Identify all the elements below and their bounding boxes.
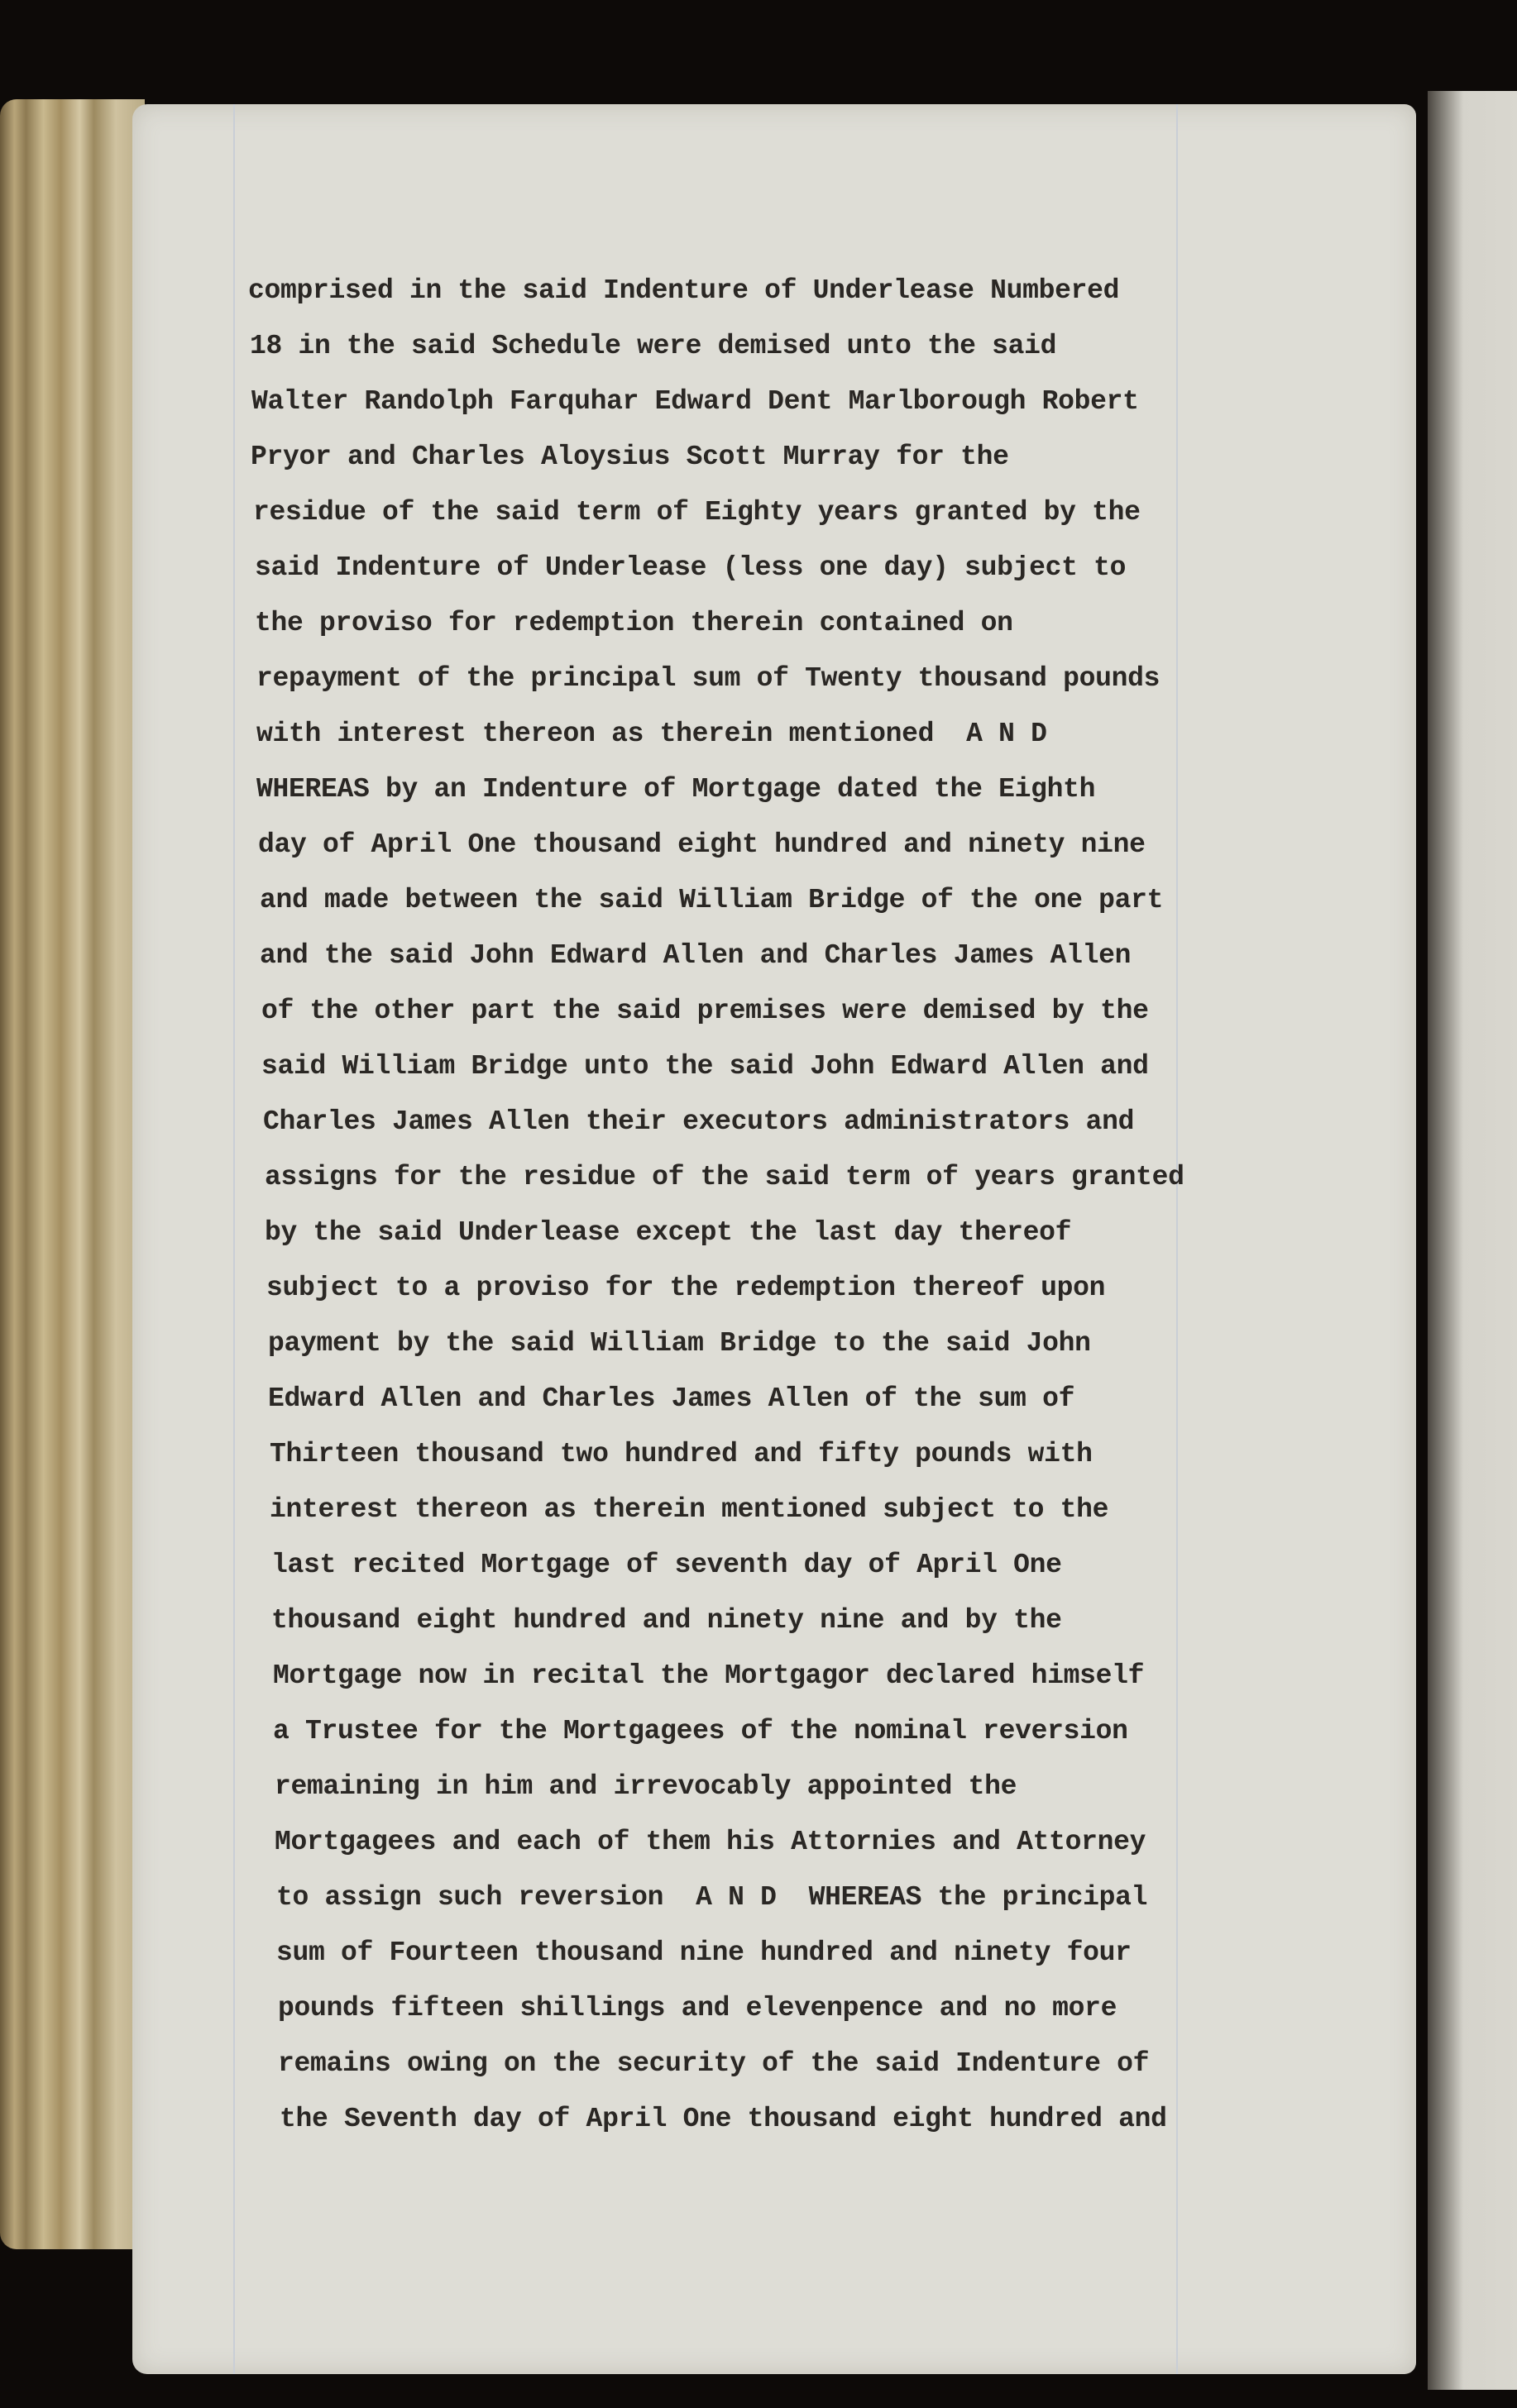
book-page-edges: [0, 99, 145, 2249]
text-line: Mortgagees and each of them his Attornies and Attorney: [275, 1827, 1146, 1857]
text-line: interest thereon as therein mentioned subject to the: [270, 1494, 1109, 1525]
text-line: the Seventh day of April One thousand eight hundred and: [280, 2104, 1167, 2134]
typed-text-body: [248, 263, 1224, 2147]
text-line: WHEREAS by an Indenture of Mortgage dated the Eighth: [256, 774, 1096, 805]
text-line: comprised in the said Indenture of Underlease Numbered: [248, 275, 1120, 306]
text-line: Edward Allen and Charles James Allen of the sum of: [268, 1383, 1075, 1414]
text-line: Walter Randolph Farquhar Edward Dent Marlborough Robert: [251, 386, 1139, 417]
text-line: of the other part the said premises were demised by the: [261, 996, 1149, 1026]
text-line: remains owing on the security of the said Indenture of: [278, 2048, 1150, 2079]
text-line: remaining in him and irrevocably appointed the: [275, 1771, 1017, 1802]
text-line: the proviso for redemption therein contained on: [255, 608, 1013, 638]
text-line: to assign such reversion A N D WHEREAS the principal: [276, 1882, 1148, 1913]
text-line: thousand eight hundred and ninety nine and by the: [271, 1605, 1062, 1636]
text-line: with interest thereon as therein mentioned A N D: [256, 719, 1047, 749]
facing-page-edge: [1428, 91, 1517, 2390]
text-line: subject to a proviso for the redemption thereof upon: [266, 1273, 1106, 1303]
text-line: assigns for the residue of the said term of years granted: [265, 1162, 1184, 1192]
text-line: Pryor and Charles Aloysius Scott Murray for the: [251, 442, 1009, 472]
text-line: and made between the said William Bridge of the one part: [260, 885, 1164, 915]
text-line: 18 in the said Schedule were demised unto the said: [250, 331, 1057, 361]
text-line: Thirteen thousand two hundred and fifty pounds with: [270, 1439, 1093, 1469]
text-line: said Indenture of Underlease (less one day) subject to: [255, 552, 1127, 583]
text-line: by the said Underlease except the last day thereof: [265, 1217, 1072, 1248]
text-line: and the said John Edward Allen and Charles James Allen: [260, 940, 1132, 971]
left-margin-rule: [233, 104, 235, 2374]
text-line: payment by the said William Bridge to the said John: [268, 1328, 1091, 1359]
text-line: sum of Fourteen thousand nine hundred and ninety four: [276, 1937, 1132, 1968]
text-line: Charles James Allen their executors administrators and: [263, 1106, 1135, 1137]
text-line: said William Bridge unto the said John Edward Allen and: [261, 1051, 1149, 1082]
text-line: repayment of the principal sum of Twenty thousand pounds: [256, 663, 1160, 694]
text-line: pounds fifteen shillings and elevenpence and no more: [278, 1993, 1117, 2023]
text-line: a Trustee for the Mortgagees of the nominal reversion: [273, 1716, 1128, 1746]
text-line: last recited Mortgage of seventh day of April One: [271, 1550, 1062, 1580]
text-line: residue of the said term of Eighty years granted by the: [253, 497, 1141, 528]
text-line: Mortgage now in recital the Mortgagor declared himself: [273, 1660, 1145, 1691]
text-line: day of April One thousand eight hundred and ninety nine: [258, 829, 1146, 860]
